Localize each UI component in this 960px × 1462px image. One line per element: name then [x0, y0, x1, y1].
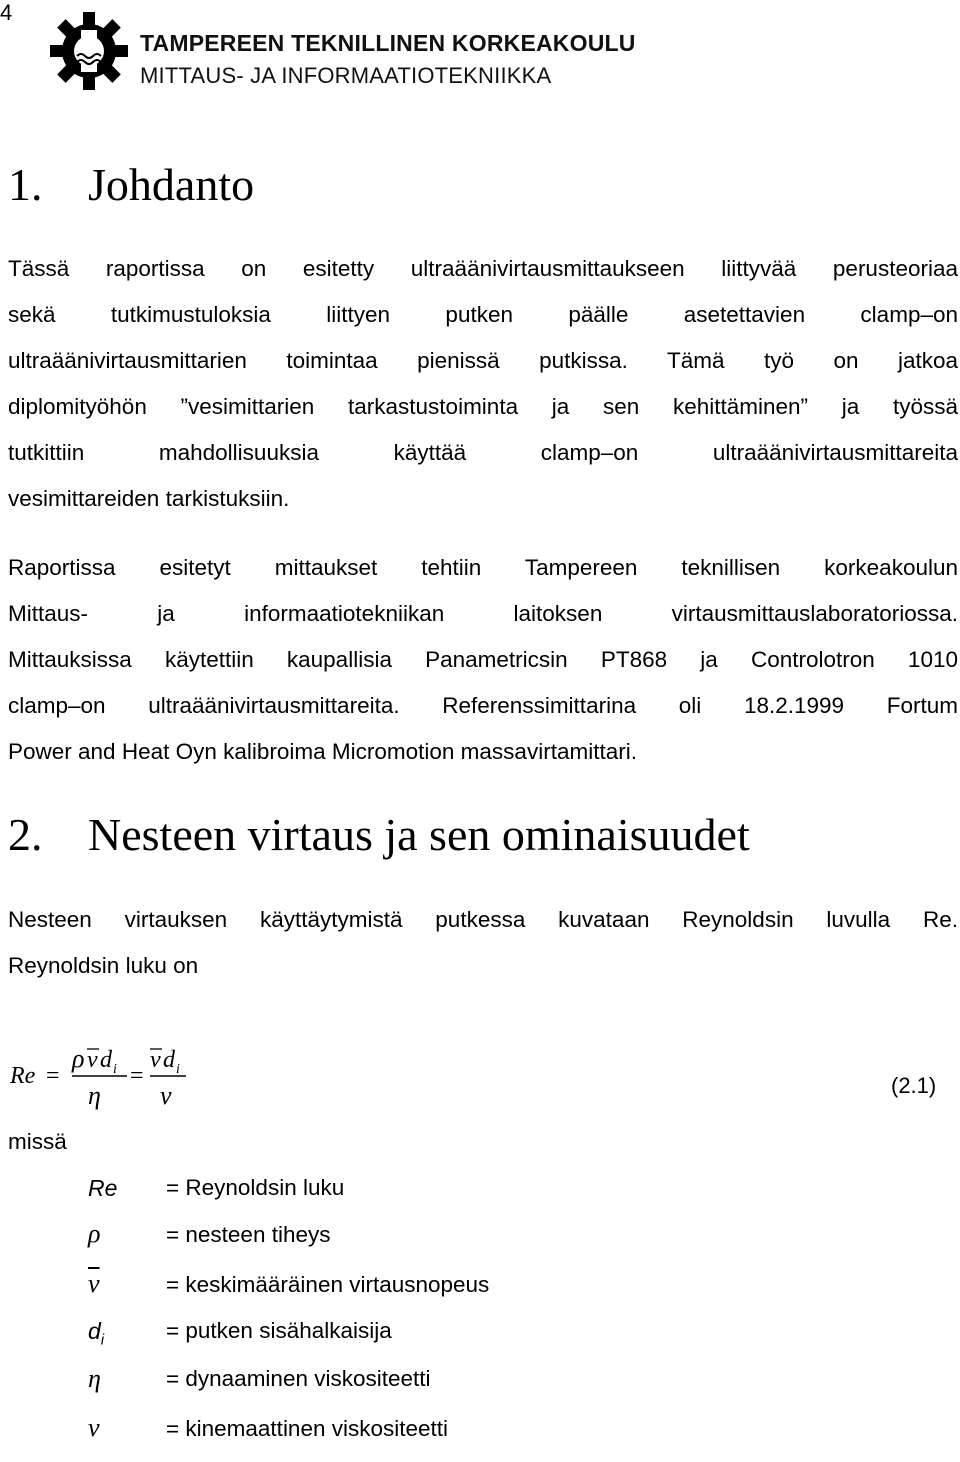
section-1-heading: [8, 158, 254, 211]
text-line: Mittauksissa käytettiin kaupallisia Panametricsin PT868 ja Controlotron 1010: [8, 647, 958, 672]
variable-symbol: Re: [88, 1175, 118, 1201]
variable-description: = dynaaminen viskositeetti: [166, 1366, 431, 1391]
text-line: tutkittiin mahdollisuuksia käyttää clamp–on ultraäänivirtausmittareita: [8, 440, 958, 465]
text-line: vesimittareiden tarkistuksiin.: [8, 486, 290, 511]
equation-equals-1: =: [46, 1063, 60, 1089]
variable-description: = keskimääräinen virtausnopeus: [166, 1272, 490, 1297]
variable-symbol: $\overline{v}$: [88, 1269, 100, 1298]
variable-description: = putken sisähalkaisija: [166, 1318, 392, 1343]
section-2-number: 2.: [8, 809, 43, 860]
reynolds-equation: [10, 1040, 310, 1120]
variable-description: = kinemaattinen viskositeetti: [166, 1416, 449, 1441]
variable-symbol-base: d: [88, 1318, 101, 1344]
variable-row: [88, 1366, 688, 1412]
variable-row: [88, 1413, 688, 1462]
section-1-number: 1.: [8, 159, 43, 210]
variable-row: [88, 1219, 688, 1268]
variable-row: [88, 1318, 688, 1364]
equation-v-2: v: [150, 1047, 161, 1073]
text-line: Raportissa esitetyt mittaukset tehtiin Tampereen teknillisen korkeakoulun: [8, 555, 958, 580]
section-2-paragraph: [8, 897, 958, 989]
variables-intro: missä: [8, 1129, 67, 1154]
equation-nu: ν: [160, 1081, 172, 1110]
variable-description: = Reynoldsin luku: [166, 1175, 345, 1200]
text-line: clamp–on ultraäänivirtausmittareita. Referenssimittarina oli 18.2.1999 Fortum: [8, 693, 958, 718]
section-1-title: Johdanto: [88, 159, 255, 210]
text-line: sekä tutkimustuloksia liittyen putken päälle asetettavien clamp–on: [8, 302, 958, 327]
equation-number: (2.1): [891, 1073, 937, 1098]
gear-cog-emblem-icon: [48, 10, 130, 92]
section-2-title: Nesteen virtaus ja sen ominaisuudet: [88, 809, 750, 860]
institution-name: TAMPEREEN TEKNILLINEN KORKEAKOULU: [140, 30, 636, 56]
equation-lhs: Re: [10, 1063, 36, 1089]
variable-symbol: η: [88, 1364, 101, 1393]
equation-equals-2: =: [130, 1063, 144, 1089]
text-line: Tässä raportissa on esitetty ultraäänivirtausmittaukseen liittyvää perusteoriaa: [8, 256, 958, 281]
variable-symbol: [88, 1318, 104, 1349]
variable-symbol: ν: [88, 1413, 100, 1442]
equation-sub-2: i: [176, 1062, 180, 1077]
variable-subscript: i: [100, 1331, 105, 1349]
section-2-heading: [8, 808, 750, 861]
variable-row: [88, 1269, 688, 1318]
equation-sub-1: i: [113, 1062, 117, 1077]
text-line: Mittaus- ja informaatiotekniikan laitoksen virtausmittauslaboratoriossa.: [8, 601, 958, 626]
equation-rho: ρ: [72, 1044, 85, 1073]
text-line: diplomityöhön ”vesimittarien tarkastustoiminta ja sen kehittäminen” ja työssä: [8, 394, 958, 419]
variable-row: [88, 1175, 688, 1221]
equation-d-2: d: [163, 1047, 175, 1073]
variable-symbol: ρ: [88, 1219, 101, 1248]
variable-description: = nesteen tiheys: [166, 1222, 331, 1247]
text-line: ultraäänivirtausmittarien toimintaa pienissä putkissa. Tämä työ on jatkoa: [8, 348, 958, 373]
department-name: MITTAUS- JA INFORMAATIOTEKNIIKKA: [140, 63, 552, 88]
equation-eta: η: [88, 1081, 101, 1110]
text-line: Nesteen virtauksen käyttäytymistä putkessa kuvataan Reynoldsin luvulla Re.: [8, 907, 958, 932]
equation-d-1: d: [100, 1047, 112, 1073]
text-line: Power and Heat Oyn kalibroima Micromotion massavirtamittari.: [8, 739, 637, 764]
equation-v-1: v: [87, 1047, 98, 1073]
section-1-paragraph-1: [8, 246, 958, 522]
page-number: 4: [0, 0, 13, 25]
text-line: Reynoldsin luku on: [8, 953, 199, 978]
section-1-paragraph-2: [8, 545, 958, 775]
